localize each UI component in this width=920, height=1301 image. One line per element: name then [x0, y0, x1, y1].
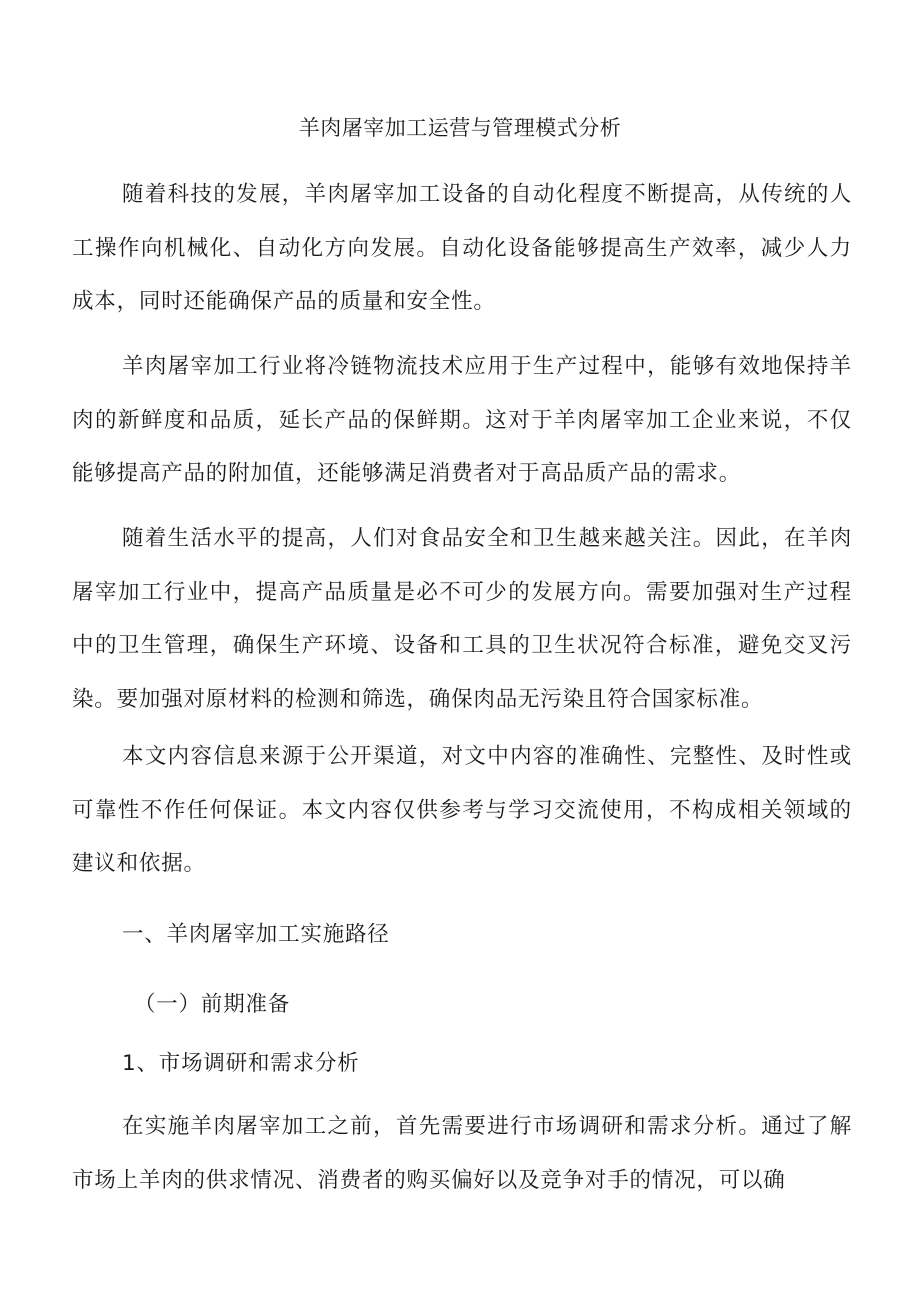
subsection-heading: （一）前期准备 [134, 992, 291, 1017]
document-title: 羊肉屠宰加工运营与管理模式分析 [298, 116, 622, 140]
intro-paragraph-automation: 随着科技的发展，羊肉屠宰加工设备的自动化程度不断提高，从传统的人工操作向机械化、自动化方向发展。自动化设备能够提高生产效率，减少人力成本，同时还能确保产品的质量和安全性。 [72, 182, 852, 314]
section-heading: 一、羊肉屠宰加工实施路径 [122, 922, 390, 947]
item-heading: 1、市场调研和需求分析 [122, 1051, 360, 1076]
body-paragraph-market-research: 在实施羊肉屠宰加工之前，首先需要进行市场调研和需求分析。通过了解市场上羊肉的供求情况、消费者的购买偏好以及竞争对手的情况，可以确 [72, 1114, 852, 1193]
intro-paragraph-quality: 随着生活水平的提高，人们对食品安全和卫生越来越关注。因此，在羊肉屠宰加工行业中，提高产品质量是必不可少的发展方向。需要加强对生产过程中的卫生管理，确保生产环境、设备和工具的卫生状况符合标准，避免交叉污染。要加强对原材料的检测和筛选，确保肉品无污染且符合国家标准。 [72, 526, 852, 712]
disclaimer-paragraph: 本文内容信息来源于公开渠道，对文中内容的准确性、完整性、及时性或可靠性不作任何保证。本文内容仅供参考与学习交流使用，不构成相关领域的建议和依据。 [72, 744, 852, 876]
intro-paragraph-cold-chain: 羊肉屠宰加工行业将冷链物流技术应用于生产过程中，能够有效地保持羊肉的新鲜度和品质，延长产品的保鲜期。这对于羊肉屠宰加工企业来说，不仅能够提高产品的附加值，还能够满足消费者对于高品质产品的需求。 [72, 354, 852, 486]
